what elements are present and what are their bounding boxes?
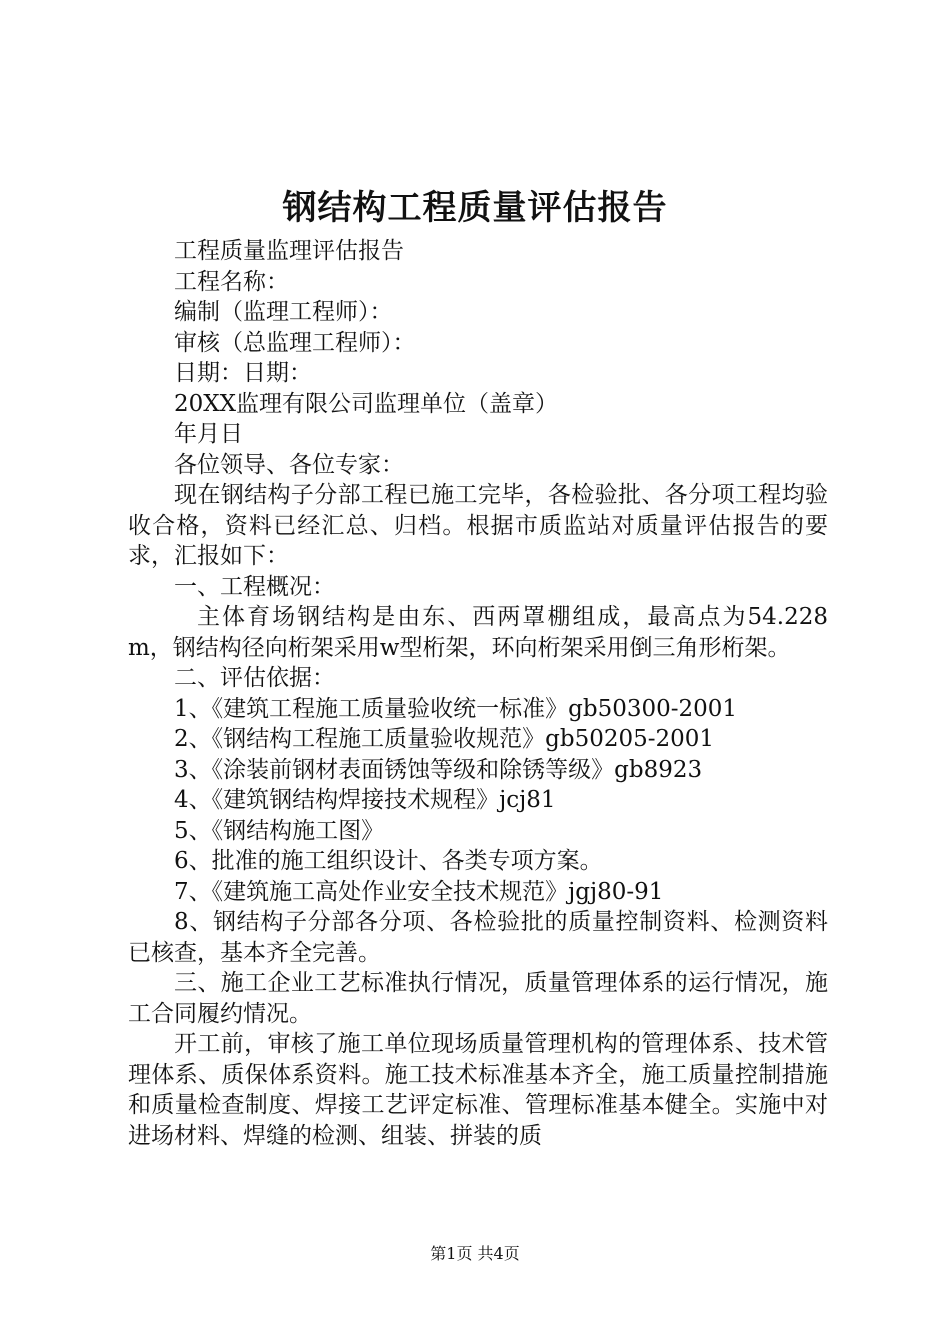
- paragraph: 7、《建筑施工高处作业安全技术规范》jgj80-91: [174, 878, 664, 905]
- paragraph: 二、评估依据：: [174, 665, 335, 691]
- paragraph: 1、《建筑工程施工质量验收统一标准》gb50300-2001: [174, 695, 738, 722]
- document-title: 钢结构工程质量评估报告: [282, 188, 668, 228]
- paragraph: 5、《钢结构施工图》: [174, 817, 385, 844]
- paragraph: 日期：日期：: [174, 360, 312, 386]
- document-body: [128, 236, 828, 1151]
- paragraph: 20XX监理有限公司监理单位（盖章）: [174, 390, 559, 417]
- paragraph: 工程名称：: [174, 268, 289, 295]
- paragraph: 年月日: [174, 421, 243, 447]
- paragraph: 3、《涂装前钢材表面锈蚀等级和除锈等级》gb8923: [174, 756, 703, 783]
- paragraph: 一、工程概况：: [174, 573, 335, 600]
- paragraph: 工程质量监理评估报告: [174, 238, 404, 264]
- paragraph: 4、《建筑钢结构焊接技术规程》jcj81: [174, 787, 556, 813]
- paragraph: 现在钢结构子分部工程已施工完毕，各检验批、各分项工程均验收合格，资料已经汇总、归档。根据市质监站对质量评估报告的要求，汇报如下：: [128, 482, 828, 569]
- paragraph: 2、《钢结构工程施工质量验收规范》gb50205-2001: [174, 726, 715, 752]
- paragraph: 编制（监理工程师）：: [174, 299, 393, 325]
- paragraph: 三、施工企业工艺标准执行情况，质量管理体系的运行情况，施工合同履约情况。: [128, 970, 828, 1027]
- page-footer: 第1页 共4页: [430, 1244, 520, 1263]
- paragraph: 开工前，审核了施工单位现场质量管理机构的管理体系、技术管理体系、质保体系资料。施工技术标准基本齐全，施工质量控制措施和质量检查制度、焊接工艺评定标准、管理标准基本健全。实施中对进场材料、焊缝的检测、组装、拼装的质: [128, 1031, 828, 1149]
- paragraph: 8、钢结构子分部各分项、各检验批的质量控制资料、检测资料已核查，基本齐全完善。: [128, 909, 828, 966]
- paragraph: 各位领导、各位专家：: [174, 451, 404, 478]
- paragraph: 6、批准的施工组织设计、各类专项方案。: [174, 848, 603, 874]
- paragraph: 审核（总监理工程师）：: [174, 329, 416, 356]
- paragraph: 主体育场钢结构是由东、西两罩棚组成，最高点为54.228m，钢结构径向桁架采用w型桁架，环向桁架采用倒三角形桁架。: [128, 604, 828, 661]
